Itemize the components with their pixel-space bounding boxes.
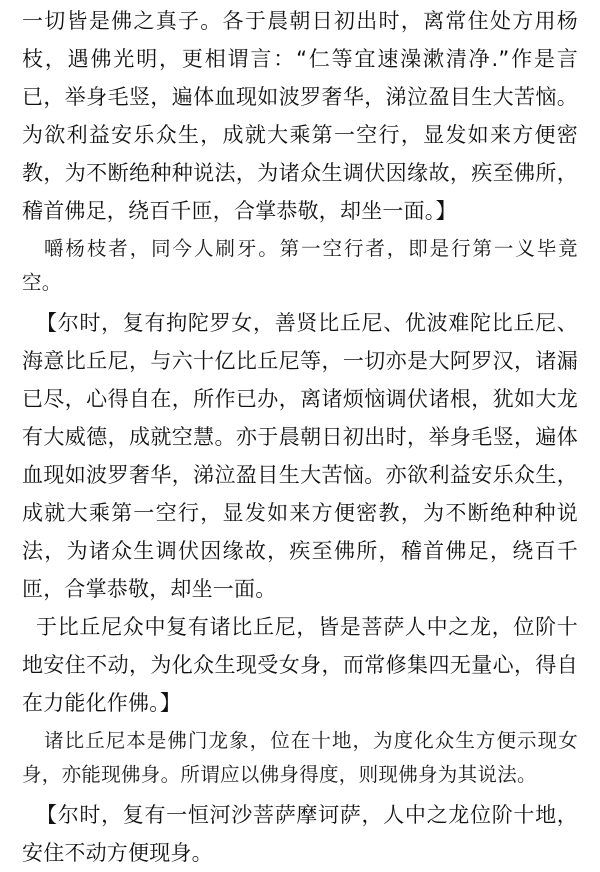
sutra-paragraph-4: 【尔时，复有一恒河沙菩萨摩诃萨，人中之龙位阶十地，安住不动方便现身。 bbox=[22, 803, 578, 865]
sutra-paragraph-2: 【尔时，复有拘陀罗女，善贤比丘尼、优波难陀比丘尼、海意比丘尼，与六十亿比丘尼等，一切亦是大阿罗汉，诸漏已尽，心得自在，所作已办，离诸烦恼调伏诸根，犹如大龙有大威德，成就空慧。亦于晨朝日初出时，举身毛竖，遍体血现如波罗奢华，涕泣盈目生大苦恼。亦欲利益安乐众生，成就大乘第一空行，显发如来方便密教，为不断绝种种说法，为诸众生调伏因缘故，疾至佛所，稽首佛足，绕百千匝，合掌恭敬，却坐一面。 bbox=[22, 311, 578, 601]
sutra-paragraph-1: 一切皆是佛之真子。各于晨朝日初出时，离常住处方用杨枝，遇佛光明，更相谓言：“仁等宜速澡漱清净.”作是言已，举身毛竖，遍体血现如波罗奢华，涕泣盈目生大苦恼。为欲利益安乐众生，成就大乘第一空行，显发如来方便密教，为不断绝种种说法，为诸众生调伏因缘故，疾至佛所，稽首佛足，绕百千匝，合掌恭敬，却坐一面。】 bbox=[22, 9, 578, 223]
commentary-paragraph-1: 嚼杨枝者，同今人刷牙。第一空行者，即是行第一义毕竟空。 bbox=[22, 237, 578, 294]
sutra-paragraph-3: 于比丘尼众中复有诸比丘尼，皆是菩萨人中之龙，位阶十地安住不动，为化众生现受女身，而常修集四无量心，得自在力能化作佛。】 bbox=[22, 615, 578, 715]
commentary-paragraph-2: 诸比丘尼本是佛门龙象，位在十地，为度化众生方便示现女身，亦能现佛身。所谓应以佛身得度，则现佛身为其说法。 bbox=[22, 729, 578, 786]
